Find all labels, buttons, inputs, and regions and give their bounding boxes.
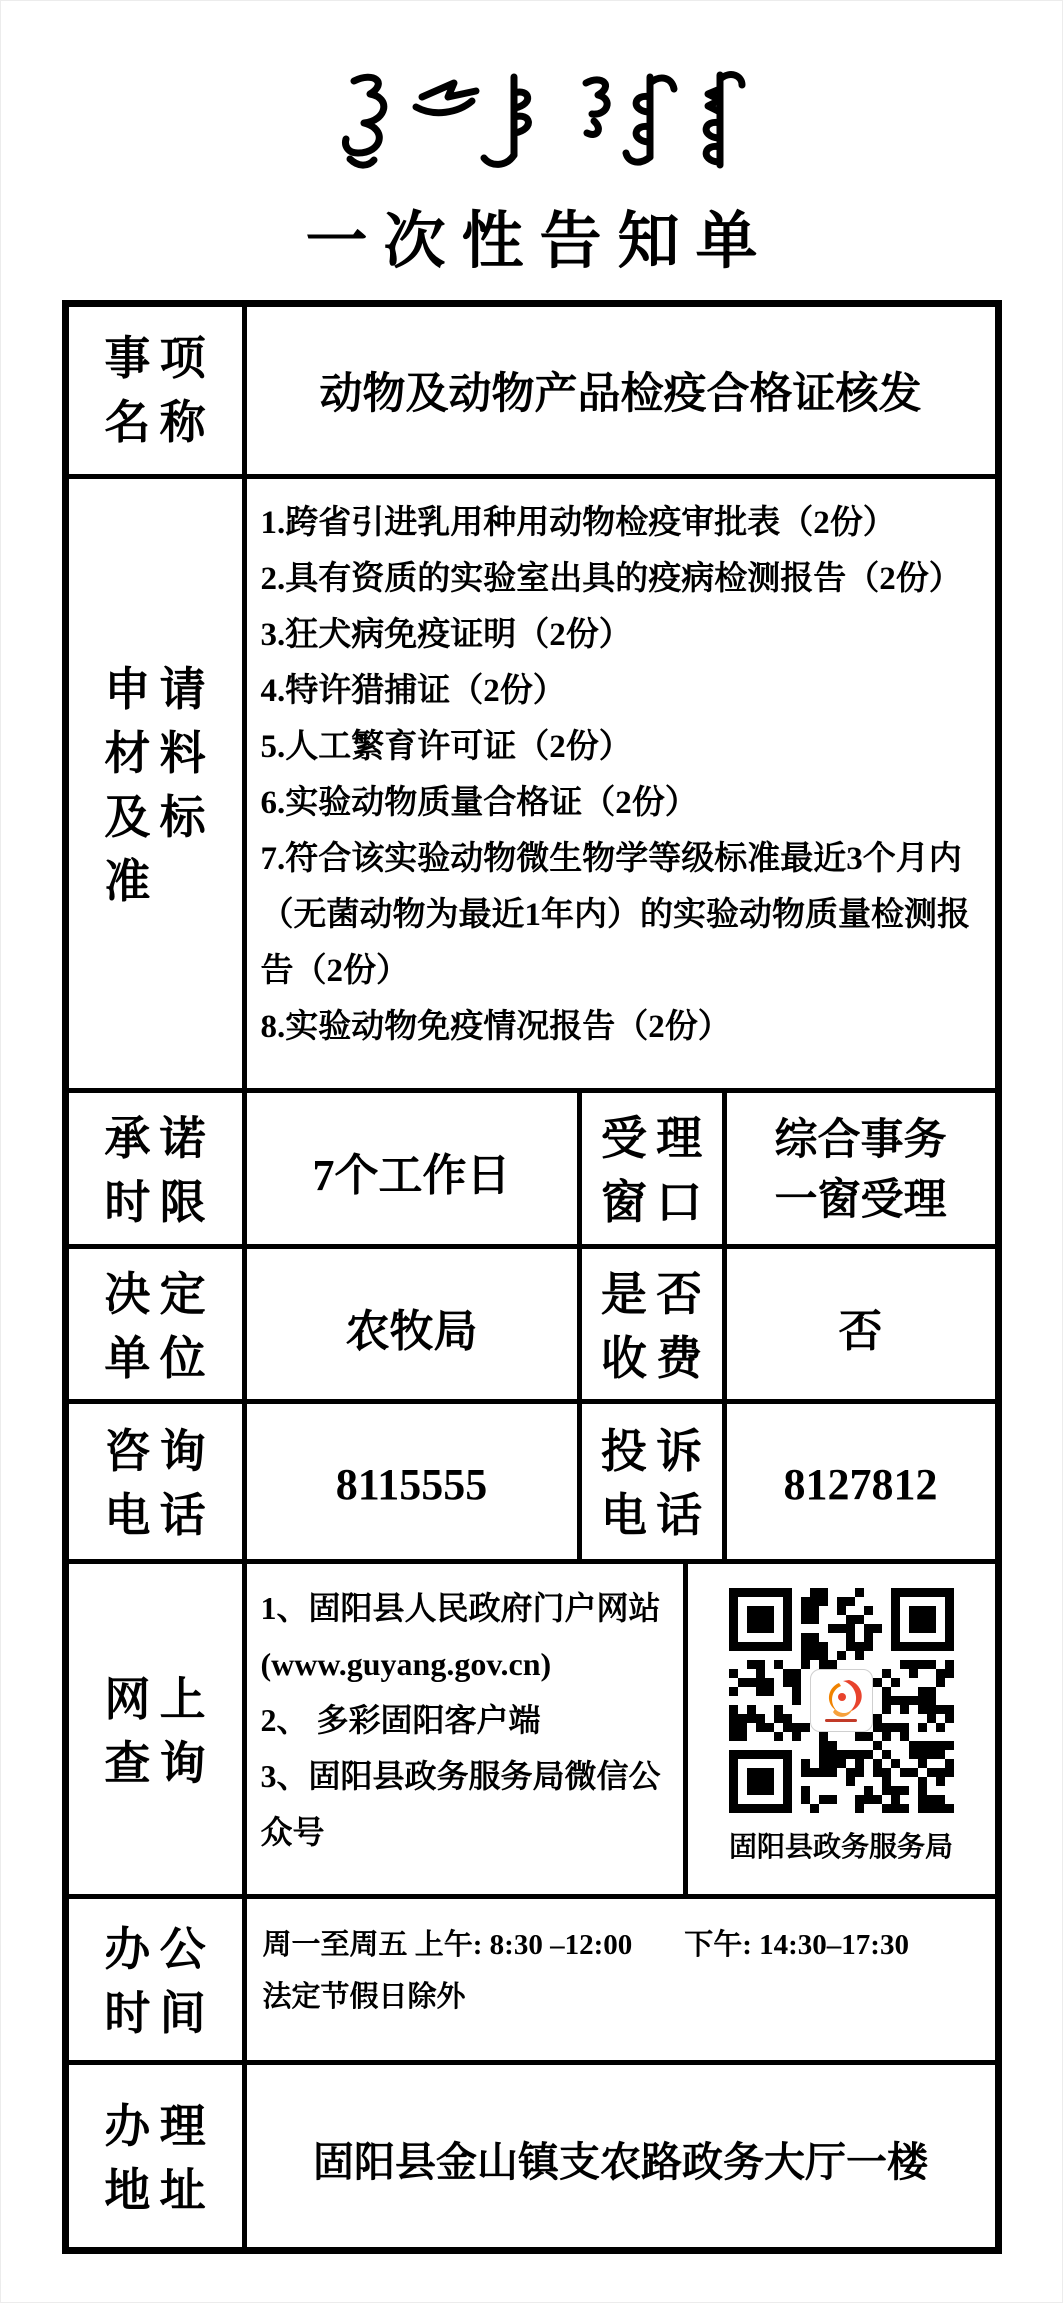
decision-unit-label: 决定单位	[104, 1268, 206, 1384]
online-query-label-cell	[69, 1564, 242, 1899]
accept-window-label: 受理窗口	[600, 1113, 703, 1228]
item-name-value: 动物及动物产品检疫合格证核发	[319, 371, 922, 418]
decision-unit-value-cell	[242, 1249, 577, 1404]
page-title: 一次性告知单	[305, 208, 774, 276]
row-item-name	[69, 307, 995, 474]
charge-label-cell	[577, 1249, 722, 1404]
qr-caption: 固阳县政务服务局	[728, 1832, 953, 1863]
decision-unit-value: 农牧局	[345, 1306, 478, 1356]
material-item: 3.狂犬病免疫证明（2份）	[260, 617, 632, 653]
online-query-item: 3、固阳县政务服务局微信公众号	[260, 1758, 661, 1850]
office-hours-label-cell	[69, 1899, 242, 2065]
mongolian-script-banner	[1, 1, 1062, 185]
complaint-phone-label: 投诉电话	[600, 1426, 703, 1541]
row-office-hours	[69, 1894, 995, 2060]
row-phones	[69, 1399, 995, 1559]
online-query-item: 1、固阳县人民政府门户网站(www.guyang.gov.cn)	[260, 1590, 661, 1682]
material-item: 8.实验动物免疫情况报告（2份）	[260, 1009, 731, 1045]
address-label: 办理地址	[104, 2100, 206, 2216]
promise-limit-value-cell	[242, 1093, 577, 1249]
consult-phone-value: 8115555	[335, 1459, 488, 1509]
address-value: 固阳县金山镇支农路政务大厅一楼	[313, 2139, 928, 2185]
complaint-phone-value-cell	[722, 1404, 995, 1564]
qr-center-logo	[810, 1669, 873, 1732]
materials-label: 申请材料及标准	[104, 664, 206, 907]
materials-list-cell	[242, 479, 995, 1093]
row-decision-charge	[69, 1244, 995, 1399]
office-hours-line1	[263, 1919, 909, 1971]
qr-code	[729, 1588, 954, 1813]
consult-phone-value-cell	[242, 1404, 577, 1564]
complaint-phone-value: 8127812	[783, 1459, 938, 1509]
address-value-cell	[242, 2065, 995, 2252]
material-item: 4.特许猎捕证（2份）	[260, 673, 566, 709]
promise-limit-value: 7个工作日	[312, 1151, 511, 1200]
office-hours-label: 办公时间	[104, 1924, 206, 2039]
row-materials	[69, 474, 995, 1088]
promise-limit-label-cell	[69, 1093, 242, 1249]
materials-label-cell	[69, 479, 242, 1093]
material-item: 6.实验动物质量合格证（2份）	[260, 785, 698, 821]
qr-cell	[683, 1564, 995, 1899]
accept-window-value-cell	[722, 1093, 995, 1249]
row-address	[69, 2060, 995, 2247]
charge-value-cell	[722, 1249, 995, 1404]
charge-value: 否	[838, 1306, 883, 1356]
charge-label: 是否收费	[600, 1268, 703, 1384]
material-item: 1.跨省引进乳用种用动物检疫审批表（2份）	[260, 505, 896, 541]
accept-window-label-cell	[577, 1093, 722, 1249]
item-name-label-cell	[69, 307, 242, 474]
row-online-query	[69, 1559, 995, 1894]
item-name-label: 事项名称	[104, 332, 206, 448]
office-hours-line2: 法定节假日除外	[262, 1981, 466, 2013]
mongolian-script-icon	[302, 67, 762, 185]
material-item: 5.人工繁育许可证（2份）	[260, 729, 632, 765]
office-hours-afternoon: 下午: 14:30–17:30	[684, 1929, 909, 1961]
address-label-cell	[69, 2065, 242, 2252]
promise-limit-label: 承诺时限	[104, 1113, 206, 1228]
decision-unit-label-cell	[69, 1249, 242, 1404]
material-item: 7.符合该实验动物微生物学等级标准最近3个月内（无菌动物为最近1年内）的实验动物质量检测报告（2份）	[260, 841, 970, 989]
notification-table	[62, 300, 1002, 2254]
online-query-list-cell	[242, 1564, 683, 1899]
office-hours-value-cell	[242, 1899, 995, 2065]
consult-phone-label-cell	[69, 1404, 242, 1564]
consult-phone-label: 咨询电话	[104, 1426, 206, 1541]
online-query-label: 网上查询	[104, 1673, 206, 1789]
online-query-item: 2、 多彩固阳客户端	[260, 1702, 541, 1738]
row-promise-window	[69, 1088, 995, 1244]
material-item: 2.具有资质的实验室出具的疫病检测报告（2份）	[260, 561, 962, 597]
complaint-phone-label-cell	[577, 1404, 722, 1564]
gov-service-logo-icon	[815, 1675, 867, 1727]
office-hours-morning: 周一至周五 上午: 8:30 –12:00	[262, 1929, 633, 1961]
item-name-value-cell	[242, 307, 995, 474]
accept-window-value: 综合事务一窗受理	[774, 1117, 947, 1224]
